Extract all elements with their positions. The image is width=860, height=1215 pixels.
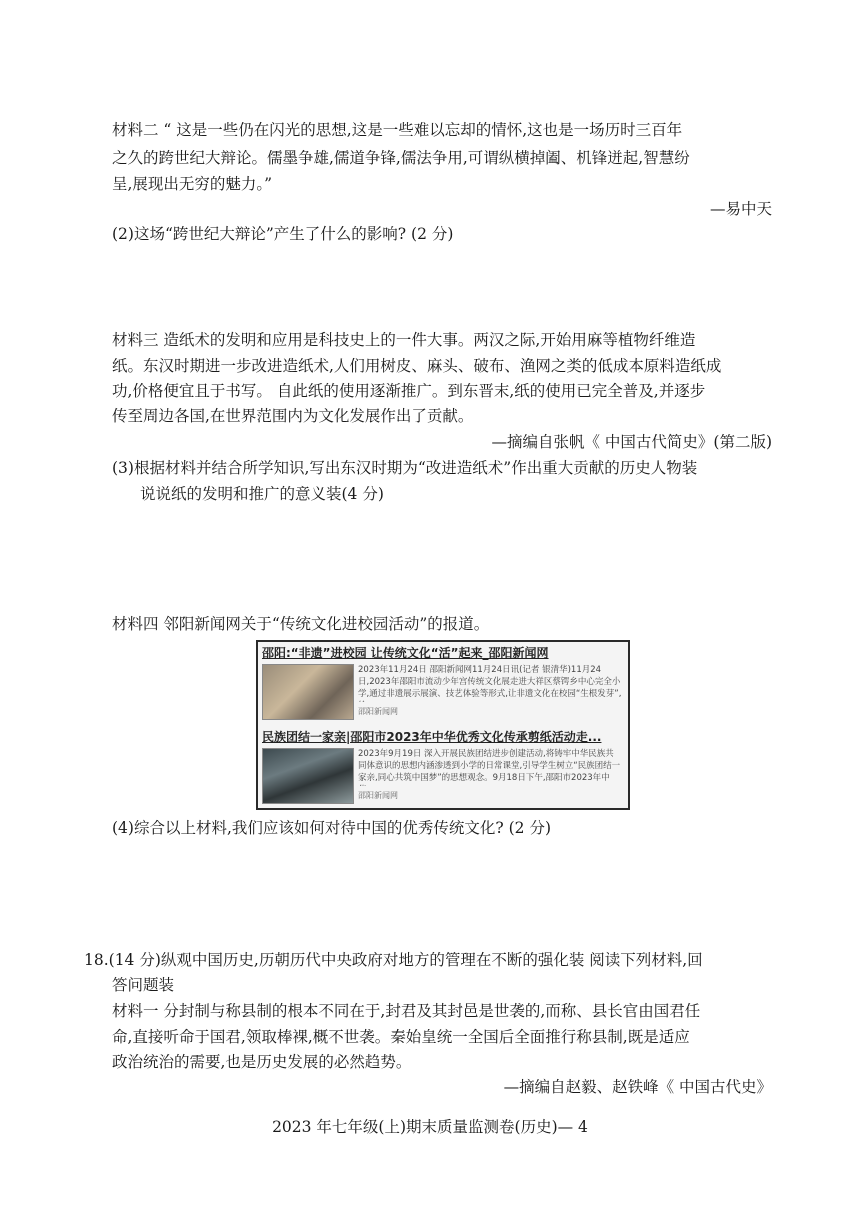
material3-line-4: 传至周边各国,在世界范围内为文化发展作出了贡献。 [112,407,474,425]
question-18-line-1: 18.(14 分)纵观中国历史,历朝历代中央政府对地方的管理在不断的强化装 阅读下列材料,回 [84,951,703,969]
material2-attribution: —易中天 [709,200,772,218]
material1-line-3: 政治统治的需要,也是历史发展的必然趋势。 [112,1053,412,1071]
news-photo [262,664,354,720]
material3-attribution: —摘编自张帆《 中国古代简史》(第二版) [491,433,772,451]
news-source: 邵阳新闻网 [358,791,398,800]
news-item [258,726,628,808]
material2-line-1: 材料二 “ 这是一些仍在闪光的思想,这是一些难以忘却的情怀,这也是一场历时三百年 [112,121,683,139]
news-item [258,642,628,724]
news-title: 民族团结一家亲|邵阳市2023年中华优秀文化传承剪纸活动走... [262,730,602,744]
material3-line-3: 功,价格便宜且于书写。 自此纸的使用逐渐推广。到东晋末,纸的使用已完全普及,并逐步 [112,382,706,400]
material2-line-2: 之久的跨世纪大辩论。儒墨争雄,儒道争锋,儒法争用,可谓纵横掉阖、机锋迸起,智慧纷 [112,149,690,167]
material1-line-2: 命,直接听命于国君,领取棒裸,概不世袭。秦始皇统一全国后全面推行称县制,既是适应 [112,1028,690,1046]
question-18-line-2: 答问题装 [112,976,175,994]
question-4: (4)综合以上材料,我们应该如何对待中国的优秀传统文化? (2 分) [112,819,552,837]
material4-intro: 材料四 邻阳新闻网关于“传统文化进校园活动”的报道。 [112,615,490,633]
question-3-line-2: 说说纸的发明和推广的意义装(4 分) [140,485,384,503]
question-2: (2)这场“跨世纪大辩论”产生了什么的影响? (2 分) [112,225,454,243]
material1-line-1: 材料一 分封制与称县制的根本不同在于,封君及其封邑是世袭的,而称、县长官由国君任 [112,1002,701,1020]
news-title: 邵阳:“非遗”进校园 让传统文化“活”起来_邵阳新闻网 [262,646,549,660]
news-screenshot [256,640,630,810]
material2-line-3: 呈,展现出无穷的魅力。” [112,175,273,193]
material3-line-2: 纸。东汉时期进一步改进造纸术,人们用树皮、麻头、破布、渔网之类的低成本原料造纸成 [112,357,722,375]
news-snippet: 2023年9月19日 深入开展民族团结进步创建活动,将铸牢中华民族共同体意识的思想内涵渗透到小学的日常课堂,引导学生树立“民族团结一家亲,同心共筑中国梦”的思想观念。9月18日下午,邵阳市2023年中 [358,749,621,783]
question-3-line-1: (3)根据材料并结合所学知识,写出东汉时期为“改进造纸术”作出重大贡献的历史人物装 [112,459,698,477]
material3-line-1: 材料三 造纸术的发明和应用是科技史上的一件大事。两汉之际,开始用麻等植物纤维造 [112,331,696,349]
page-footer: 2023 年七年级(上)期末质量监测卷(历史)— 4 [272,1118,588,1136]
news-source: 邵阳新闻网 [358,707,398,716]
news-photo [262,748,354,804]
material1-attribution: —摘编自赵毅、赵铁峰《 中国古代史》 [503,1078,772,1096]
news-snippet: 2023年11月24日 邵阳新闻网11月24日讯(记者 银清华)11月24日,2023年邵阳市流动少年宫传统文化展走进大祥区蔡锷乡中心完全小学,通过非遗展示展演、技艺体验等形式,让非遗文化在校园“生根发芽”, [358,665,622,699]
